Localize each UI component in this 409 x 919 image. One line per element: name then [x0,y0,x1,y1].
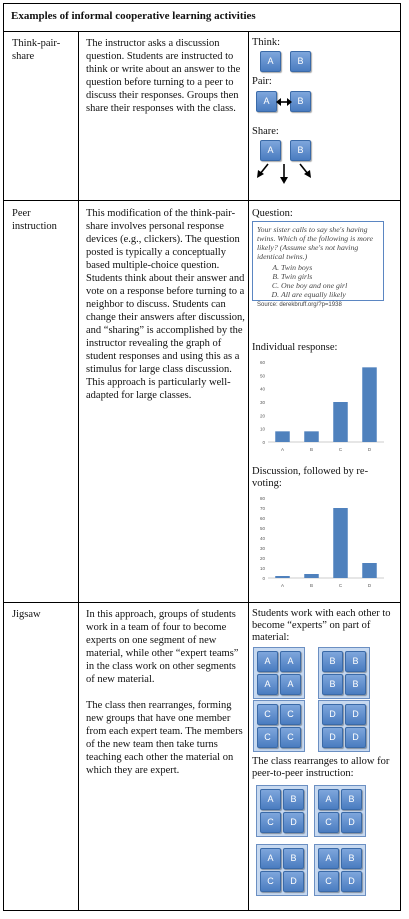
description-paragraph: The instructor asks a discussion question. Students are instructed to think or write about an answer to the question before turning to a peer to discuss their responses. Groups then share their responses with the class. [86,38,241,114]
student-box: B [283,848,304,869]
student-box: B [322,674,343,695]
bar-b [304,574,319,578]
y-tick-label: 40 [259,386,265,392]
y-tick-label: 10 [259,566,265,571]
y-tick-label: 30 [259,546,265,551]
activity-description [86,608,246,790]
question-options [257,263,379,299]
student-box: D [322,704,343,725]
student-box: C [318,871,339,892]
share-box-a: A [260,140,281,161]
table-title: Examples of informal cooperative learning activities [11,10,256,22]
student-box: A [260,789,281,810]
y-tick-label: 70 [259,506,265,511]
student-box: C [260,812,281,833]
pair-box-a: A [256,91,277,112]
question-label: Question: [252,208,293,219]
option-c: C. One boy and one girl [281,281,379,290]
y-tick-label: 20 [259,413,265,419]
x-tick-label: D [367,447,372,452]
student-box: A [260,848,281,869]
student-box: A [257,674,278,695]
activity-name: Peer instruction [12,208,57,232]
think-label: Think: [252,37,280,48]
x-tick-label: B [309,583,314,588]
student-box: C [257,727,278,748]
question-text: Your sister calls to say she's having twins. Which of the following is more likely? (Assume she's not having identical twins.) [257,225,374,261]
student-box: C [257,704,278,725]
student-box: B [345,674,366,695]
y-tick-label: 60 [259,516,265,521]
bar-a [275,431,290,442]
y-tick-label: 50 [259,526,265,531]
table-header [4,4,400,32]
bar-b [304,431,319,442]
student-box: D [341,812,362,833]
think-box-a: A [260,51,281,72]
think-box-b: B [290,51,311,72]
student-box: C [280,704,301,725]
bar-c [333,402,348,442]
pair-double-arrow-icon [276,96,292,108]
bar-d [362,563,377,578]
option-b: B. Twin girls [281,272,379,281]
x-tick-label: D [367,583,372,588]
student-box: B [345,651,366,672]
student-box: B [322,651,343,672]
option-a: A. Twin boys [281,263,379,272]
description-paragraph: This modification of the think-pair-share involves personal response devices (e.g., clickers). The question posted is typically a conceptually based multiple-choice question. Students think about their answer and vote on a response before turning to a neighbor to discuss. Students can change their answers after discussion, and “sharing” is accomplished by the instructor revealing the graph of student responses and using this as a stimulus for large class discussion. This approach is particularly well-adapted for large classes. [86,208,245,401]
x-tick-label: C [338,583,343,588]
x-tick-label: B [309,447,314,452]
activity-name: Think-pair-share [12,38,61,62]
x-tick-label: A [280,583,285,588]
y-tick-label: 50 [259,373,265,379]
share-box-b: B [290,140,311,161]
activity-name: Jigsaw [12,609,41,620]
y-tick-label: 10 [259,426,265,432]
chart1-label: Individual response: [252,342,338,353]
bar-d [362,367,377,442]
student-box: A [280,674,301,695]
y-tick-label: 40 [259,536,265,541]
student-box: B [283,789,304,810]
student-box: A [318,848,339,869]
jigsaw-label-1: Students work with each other to become “experts” on part of material: [252,608,391,643]
activity-description [86,207,246,415]
share-label: Share: [252,126,279,137]
y-tick-label: 0 [262,576,265,581]
individual-response-chart [252,356,392,456]
student-box: D [322,727,343,748]
student-box: D [341,871,362,892]
student-box: D [283,812,304,833]
student-box: A [257,651,278,672]
x-tick-label: C [338,447,343,452]
y-tick-label: 20 [259,556,265,561]
description-paragraph: In this approach, groups of students work in a team of four to become experts on one segment of new material, while other “expert teams” in the class work on other segments of new material. [86,609,239,685]
student-box: B [341,848,362,869]
student-box: C [280,727,301,748]
pair-label: Pair: [252,76,272,87]
student-box: C [260,871,281,892]
pair-box-b: B [290,91,311,112]
bar-c [333,508,348,578]
y-tick-label: 80 [259,496,265,501]
student-box: D [283,871,304,892]
student-box: A [280,651,301,672]
y-tick-label: 0 [262,440,265,445]
student-box: C [318,812,339,833]
y-tick-label: 60 [259,360,265,365]
student-box: D [345,727,366,748]
student-box: A [318,789,339,810]
student-box: D [345,704,366,725]
x-tick-label: A [280,447,285,452]
jigsaw-label-2: The class rearranges to allow for peer-to-peer instruction: [252,756,390,779]
question-box [252,221,384,308]
student-box: B [341,789,362,810]
chart2-label: Discussion, followed by re-voting: [252,466,369,489]
option-d: D. All are equally likely [281,290,379,299]
activity-description [86,37,246,128]
question-source: Source: derekbruff.org/?p=1938 [257,302,342,308]
activities-table [3,3,401,911]
discussion-chart [252,492,392,592]
bar-a [275,576,290,578]
y-tick-label: 30 [259,400,265,405]
share-arrows-icon [254,160,314,186]
description-paragraph: The class then rearranges, forming new groups that have one member from each expert team. The members of the new team then take turns teaching each other the material on which they are expert. [86,700,243,776]
